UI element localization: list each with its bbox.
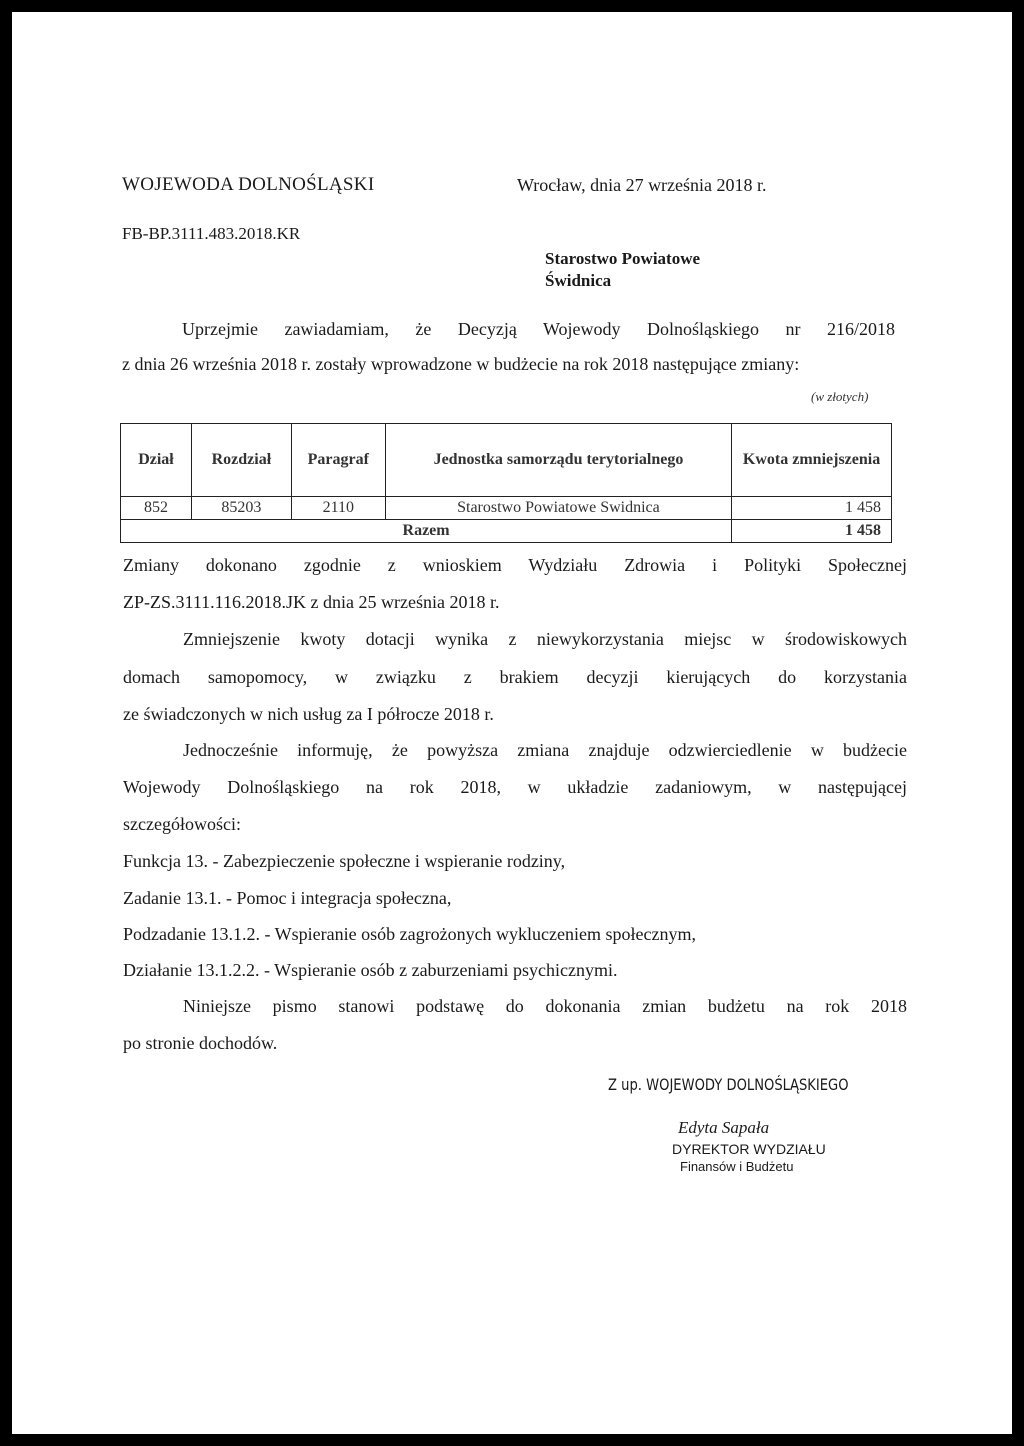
document-page [12, 12, 1012, 1434]
unit-note: (w złotych) [811, 389, 869, 404]
p3-line-3: szczegółowości: [123, 814, 241, 834]
signature-title-2: Finansów i Budżetu [680, 1159, 794, 1174]
dzialanie-line: Działanie 13.1.2.2. - Wspieranie osób z zaburzeniami psychicznymi. [123, 960, 618, 980]
col-header-kwota: Kwota zmniejszenia [732, 424, 892, 497]
col-header-jednostka: Jednostka samorządu terytorialnego [385, 424, 731, 497]
p2-line-2: domach samopomocy, w związku z brakiem decyzji kierujących do korzystania [123, 667, 907, 687]
total-label: Razem [121, 520, 732, 543]
signature-title-1: DYREKTOR WYDZIAŁU [672, 1141, 826, 1157]
intro-line-2: z dnia 26 września 2018 r. zostały wprowadzone w budżecie na rok 2018 następujące zmiany: [122, 354, 800, 374]
podzadanie-line: Podzadanie 13.1.2. - Wspieranie osób zagrożonych wykluczeniem społecznym, [123, 924, 696, 944]
intro-line-1: Uprzejmie zawiadamiam, że Decyzją Wojewody Dolnośląskiego nr 216/2018 [182, 319, 895, 339]
cell-paragraf: 2110 [291, 497, 385, 520]
cell-rozdzial: 85203 [191, 497, 291, 520]
recipient-city: Świdnica [545, 271, 612, 290]
issuer-heading: WOJEWODA DOLNOŚLĄSKI [122, 174, 375, 195]
table-header-row [121, 424, 892, 497]
recipient-name: Starostwo Powiatowe [545, 249, 701, 268]
p2-line-1: Zmniejszenie kwoty dotacji wynika z niewykorzystania miejsc w środowiskowych [183, 629, 907, 649]
p3-line-1: Jednocześnie informuję, że powyższa zmiana znajduje odzwierciedlenie w budżecie [183, 740, 907, 760]
zadanie-line: Zadanie 13.1. - Pomoc i integracja społeczna, [123, 888, 452, 908]
col-header-paragraf: Paragraf [291, 424, 385, 497]
col-header-rozdzial: Rozdział [191, 424, 291, 497]
total-value: 1 458 [732, 520, 892, 543]
p1-line-2: ZP-ZS.3111.116.2018.JK z dnia 25 września 2018 r. [123, 592, 500, 612]
signature-name: Edyta Sapała [678, 1118, 770, 1137]
p3-line-2: Wojewody Dolnośląskiego na rok 2018, w układzie zadaniowym, w następującej [123, 777, 907, 797]
signature-on-behalf: Z up. WOJEWODY DOLNOŚLĄSKIEGO [608, 1075, 849, 1094]
funkcja-line: Funkcja 13. - Zabezpieczenie społeczne i wspieranie rodziny, [123, 851, 566, 871]
p4-line-2: po stronie dochodów. [123, 1033, 278, 1053]
col-header-dzial: Dział [121, 424, 192, 497]
table-row [121, 497, 892, 520]
reference-number: FB-BP.3111.483.2018.KR [122, 224, 301, 243]
budget-table [120, 423, 892, 543]
p4-line-1: Niniejsze pismo stanowi podstawę do dokonania zmian budżetu na rok 2018 [183, 996, 907, 1016]
place-date: Wrocław, dnia 27 września 2018 r. [517, 175, 767, 195]
p2-line-3: ze świadczonych w nich usług za I półrocze 2018 r. [123, 704, 494, 724]
cell-jednostka: Starostwo Powiatowe Swidnica [385, 497, 731, 520]
p1-line-1: Zmiany dokonano zgodnie z wnioskiem Wydziału Zdrowia i Polityki Społecznej [123, 555, 907, 575]
cell-dzial: 852 [121, 497, 192, 520]
table-total-row [121, 520, 892, 543]
cell-kwota: 1 458 [732, 497, 892, 520]
